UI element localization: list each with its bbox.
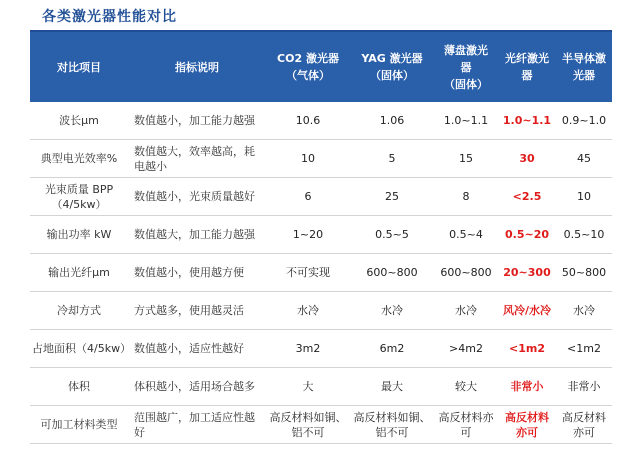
cell-diode: 45 [556, 140, 612, 178]
header-yag-laser: YAG 激光器 （固体） [350, 32, 434, 102]
cell-fiber: <1m2 [498, 330, 556, 368]
table-header-row [30, 32, 612, 102]
cell-diode: 0.5~10 [556, 216, 612, 254]
table-row [30, 178, 612, 216]
cell-co2: 水冷 [266, 292, 350, 330]
header-item: 对比项目 [30, 32, 128, 102]
cell-description: 数值越大，效率越高，耗电越小 [128, 140, 266, 178]
cell-item: 输出光纤μm [30, 254, 128, 292]
cell-description: 数值越小，光束质量越好 [128, 178, 266, 216]
header-fiber-laser: 光纤激光 器 [498, 32, 556, 102]
cell-description: 数值越小，使用越方便 [128, 254, 266, 292]
cell-yag: 水冷 [350, 292, 434, 330]
cell-fiber: 1.0~1.1 [498, 102, 556, 140]
cell-fiber: 风冷/水冷 [498, 292, 556, 330]
cell-item: 冷却方式 [30, 292, 128, 330]
header-disk-laser: 薄盘激光 器 （固体） [434, 32, 498, 102]
table-row [30, 330, 612, 368]
cell-fiber: 高反材料亦可 [498, 406, 556, 444]
cell-disk: 600~800 [434, 254, 498, 292]
cell-fiber: 30 [498, 140, 556, 178]
header-diode-laser: 半导体激 光器 [556, 32, 612, 102]
cell-yag: 1.06 [350, 102, 434, 140]
cell-disk: 8 [434, 178, 498, 216]
cell-co2: 大 [266, 368, 350, 406]
cell-disk: 高反材料亦可 [434, 406, 498, 444]
cell-diode: <1m2 [556, 330, 612, 368]
cell-diode: 10 [556, 178, 612, 216]
cell-co2: 10.6 [266, 102, 350, 140]
cell-disk: 较大 [434, 368, 498, 406]
cell-item: 占地面积（4/5kw） [30, 330, 128, 368]
cell-yag: 高反材料如铜、铝不可 [350, 406, 434, 444]
cell-co2: 3m2 [266, 330, 350, 368]
cell-diode: 水冷 [556, 292, 612, 330]
cell-disk: 15 [434, 140, 498, 178]
table-row [30, 102, 612, 140]
cell-diode: 50~800 [556, 254, 612, 292]
cell-description: 数值越大，加工能力越强 [128, 216, 266, 254]
cell-diode: 非常小 [556, 368, 612, 406]
cell-fiber: <2.5 [498, 178, 556, 216]
cell-yag: 最大 [350, 368, 434, 406]
cell-item: 典型电光效率% [30, 140, 128, 178]
table-row [30, 254, 612, 292]
cell-disk: 0.5~4 [434, 216, 498, 254]
cell-description: 数值越小，加工能力越强 [128, 102, 266, 140]
cell-fiber: 0.5~20 [498, 216, 556, 254]
cell-yag: 6m2 [350, 330, 434, 368]
header-co2-laser: CO2 激光器 （气体） [266, 32, 350, 102]
cell-description: 方式越多，使用越灵活 [128, 292, 266, 330]
cell-co2: 10 [266, 140, 350, 178]
cell-yag: 25 [350, 178, 434, 216]
cell-item: 光束质量 BPP（4/5kw） [30, 178, 128, 216]
cell-co2: 1~20 [266, 216, 350, 254]
cell-disk: 水冷 [434, 292, 498, 330]
cell-co2: 不可实现 [266, 254, 350, 292]
cell-description: 数值越小，适应性越好 [128, 330, 266, 368]
cell-disk: 1.0~1.1 [434, 102, 498, 140]
cell-co2: 6 [266, 178, 350, 216]
comparison-table [30, 32, 612, 444]
cell-diode: 0.9~1.0 [556, 102, 612, 140]
cell-yag: 0.5~5 [350, 216, 434, 254]
page-title: 各类激光器性能对比 [42, 9, 177, 25]
cell-item: 可加工材料类型 [30, 406, 128, 444]
cell-item: 输出功率 kW [30, 216, 128, 254]
table-row [30, 140, 612, 178]
cell-item: 体积 [30, 368, 128, 406]
cell-item: 波长μm [30, 102, 128, 140]
cell-fiber: 非常小 [498, 368, 556, 406]
cell-description: 体积越小，适用场合越多 [128, 368, 266, 406]
table-row [30, 368, 612, 406]
cell-co2: 高反材料如铜、铝不可 [266, 406, 350, 444]
cell-description: 范围越广，加工适应性越好 [128, 406, 266, 444]
cell-yag: 5 [350, 140, 434, 178]
table-row [30, 216, 612, 254]
table-row [30, 406, 612, 444]
header-description: 指标说明 [128, 32, 266, 102]
cell-diode: 高反材料亦可 [556, 406, 612, 444]
cell-yag: 600~800 [350, 254, 434, 292]
table-row [30, 292, 612, 330]
cell-fiber: 20~300 [498, 254, 556, 292]
cell-disk: >4m2 [434, 330, 498, 368]
